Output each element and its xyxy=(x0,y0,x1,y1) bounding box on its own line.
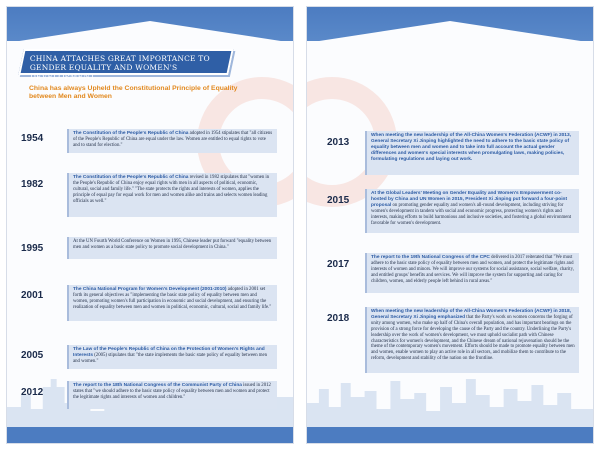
entry-text: adopted in 2001 set forth its general objectives as "implementing the basic state policy of equality between men and women, promoting women's full participation in economic and social development, and ensuring the realization of equality between men and women in political, economic, cultural, social and family life." xyxy=(73,287,272,310)
timeline-entry xyxy=(365,307,579,373)
year-label: 2015 xyxy=(327,195,350,206)
page-subtitle: China has always Upheld the Constitutional Principle of Equality between Men and Women xyxy=(29,85,238,100)
timeline-entry xyxy=(365,253,579,293)
entry-lead: When meeting the new leadership of the All-China Women's Federation (ACWF) in 2013, General Secretary Xi Jinping highlighted the need to adhere to the basic state policy of equality between men and women and to take into full account the actual gender differences and women's special interests when promulgating laws, making policies, formulating regulations and laying out work. xyxy=(371,133,571,162)
timeline-entry xyxy=(67,381,277,409)
entry-text: (2005) stipulates that "the state implements the basic state policy of equality between men and women." xyxy=(73,352,268,364)
timeline-entry xyxy=(365,189,579,233)
top-band xyxy=(307,7,593,41)
entry-lead: At the Global Leaders' Meeting on Gender Equality and Women's Empowerment co-hosted by China and UN Women in 2015, President Xi Jinping put forward a four-point proposal xyxy=(371,191,568,208)
bottom-band xyxy=(307,427,593,443)
timeline-entry xyxy=(67,129,277,153)
year-label: 2005 xyxy=(21,350,44,361)
bottom-band xyxy=(7,427,293,443)
entry-text: At the UN Fourth World Conference on Women in 1995, Chinese leader put forward "equality between men and women as a basic state policy to promote social development in China." xyxy=(73,239,272,250)
page-title-banner xyxy=(18,49,234,81)
year-label: 2001 xyxy=(21,290,44,301)
entry-lead: The China National Program for Women's Development (2001-2010) xyxy=(73,287,227,292)
timeline-entry xyxy=(365,131,579,175)
entry-text: issued in 2012 states that "we should adhere to the basic state policy of equality between men and women and protect the legitimate rights and interests of women and children." xyxy=(73,383,271,400)
entry-text: that the Party's work on women concerns the forging of unity among women, who make up half of China's overall population, and has important bearings on the provision of a strong force for developing the cause of the Party and the country. Underlining the Party's leadership over the work of women's development, we must uphold socialist path with Chinese characteristics for women's development, and the Chinese dream of national rejuvenation should be the theme of the contemporary women's movement. Efforts should be made to promote equality between men and women, enable women to play an active role in all sectors, and mobilize them to contribute to the reform, development and stability of the nation on the frontline. xyxy=(371,314,575,362)
entry-lead: The report to the 19th National Congress of the CPC xyxy=(371,255,490,260)
timeline-entry xyxy=(67,237,277,259)
left-page xyxy=(6,6,294,444)
year-label: 2012 xyxy=(21,387,44,398)
year-label: 2013 xyxy=(327,137,350,148)
entry-lead: The Constitution of the People's Republic of China xyxy=(73,175,189,180)
entry-text: delivered in 2017 reiterated that "We must adhere to the basic state policy of equality between men and women, and protect the legitimate rights and interests of women and minors. We will improve our systems for social assistance, social welfare, charity, and entitled groups' benefits and services. We will improve the system for supporting and caring for children, women, and elderly people left behind in rural areas." xyxy=(371,255,574,284)
year-label: 2018 xyxy=(327,313,350,324)
timeline-entry xyxy=(67,173,277,217)
entry-lead: The Constitution of the People's Republic of China xyxy=(73,131,189,136)
top-band xyxy=(7,7,293,41)
entry-text: adopted in 1954 stipulates that "all citizens of the People's Republic of China are equal under the law. Women are entitled to equal rights to vote and to stand for election." xyxy=(73,131,273,148)
entry-text: revised in 1982 stipulates that "women in the People's Republic of China enjoy equal rights with men in all aspects of political, economic, cultural, social and family life." "The state protects the rights and interests of women, applies the principle of equal pay for equal work for men and women alike and trains and selects women leading officials as well." xyxy=(73,175,270,204)
year-label: 1954 xyxy=(21,133,44,144)
timeline-entry xyxy=(67,345,277,369)
entry-lead: The report to the 18th National Congress of the Communist Party of China xyxy=(73,383,242,388)
timeline-entry xyxy=(67,285,277,321)
page-title: CHINA ATTACHES GREAT IMPORTANCE TO GENDER EQUALITY AND WOMEN'S DEVELOPMENT xyxy=(29,54,210,81)
year-label: 1995 xyxy=(21,243,44,254)
year-label: 1982 xyxy=(21,179,44,190)
entry-lead: When meeting the new leadership of the All-China Women's Federation (ACWF) in 2018, General Secretary Xi Jinping emphasized xyxy=(371,309,571,320)
skyline-graphic xyxy=(307,367,593,427)
entry-text: on promoting gender equality and women's all-round development, including striving for women's development in tandem with social and economic progress, protecting women's rights and interests, making efforts to build harmonious and inclusive societies, and fostering a global environment favorable for women's development. xyxy=(371,202,572,226)
right-page xyxy=(306,6,594,444)
year-label: 2017 xyxy=(327,259,350,270)
entry-lead: The Law of the People's Republic of China on the Protection of Women's Rights and Interests xyxy=(73,347,265,358)
